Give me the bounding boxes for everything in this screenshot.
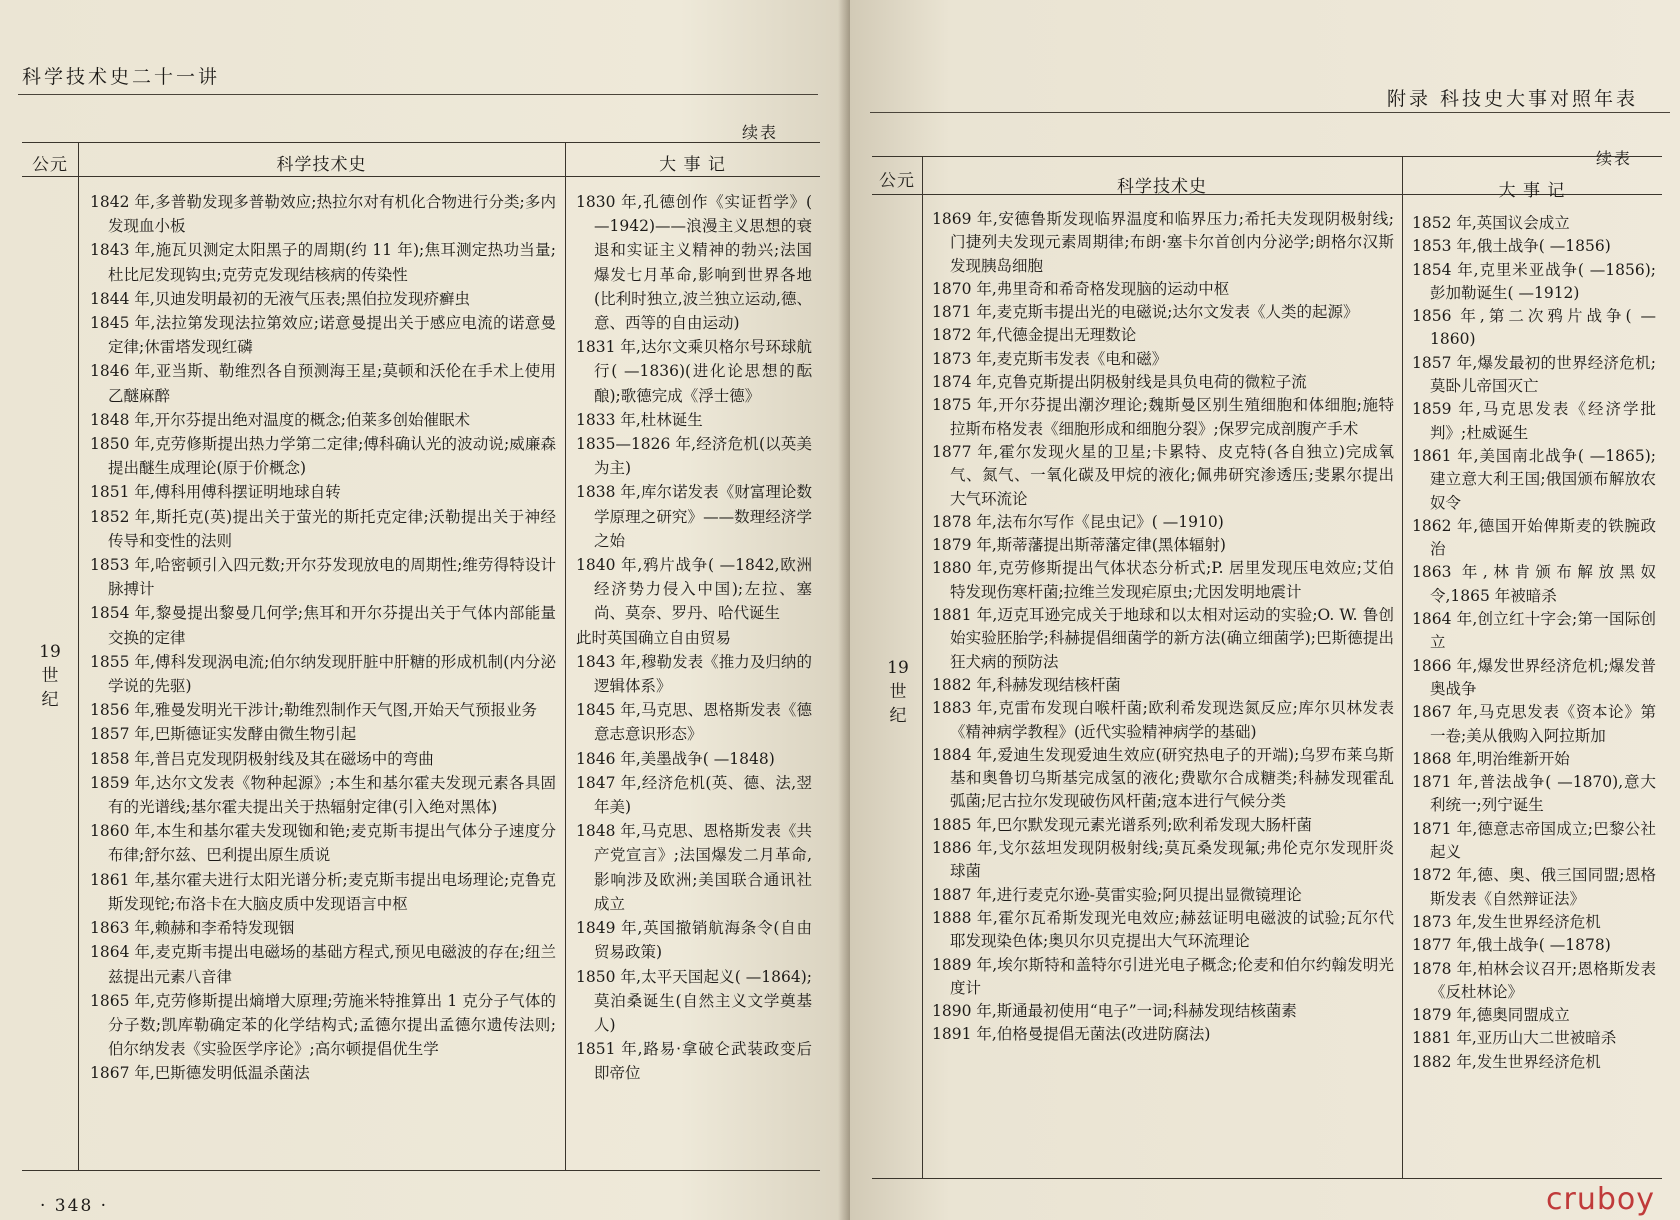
left-col-header-events: 大 事 记 bbox=[659, 155, 726, 175]
table-entry: 1857 年,爆发最初的世界经济危机;莫卧儿帝国灭亡 bbox=[1412, 353, 1656, 396]
table-entry: 1851 年,傅科用傅科摆证明地球自转 bbox=[90, 483, 341, 502]
right-table-divider-2 bbox=[1402, 156, 1403, 1178]
right-table-divider-1 bbox=[922, 156, 923, 1178]
table-entry: 1887 年,进行麦克尔逊-莫雷实验;阿贝提出显微镜理论 bbox=[932, 885, 1302, 904]
table-entry: 1889 年,埃尔斯特和盖特尔引进光电子概念;伦麦和伯尔约翰发明光度计 bbox=[932, 955, 1394, 997]
table-entry: 1882 年,科赫发现结核杆菌 bbox=[932, 675, 1121, 694]
table-entry: 1865 年,克劳修斯提出熵增大原理;劳施米特推算出 1 克分子气体的分子数;凯库勒确定苯的化学结构式;孟德尔提出孟德尔遗传法则;伯尔纳发表《实验医学序论》;高尔顿提倡优生学 bbox=[90, 991, 556, 1059]
table-entry: 1850 年,太平天国起义( —1864);莫泊桑诞生(自然主义文学奠基人) bbox=[576, 967, 812, 1034]
table-entry: 1869 年,安德鲁斯发现临界温度和临界压力;希托夫发现阴极射线;门捷列夫发现元素周期律;布朗·塞卡尔首创内分泌学;朗格尔汉斯发现胰岛细胞 bbox=[932, 210, 1394, 275]
table-entry: 1873 年,发生世界经济危机 bbox=[1412, 912, 1601, 931]
century-label-char: 世 bbox=[889, 682, 907, 702]
century-label-char: 纪 bbox=[41, 690, 59, 710]
right-continued-label: 续表 bbox=[1596, 149, 1633, 168]
table-entry: 1855 年,傅科发现涡电流;伯尔纳发现肝脏中肝糖的形成机制(内分泌学说的先驱) bbox=[90, 652, 556, 696]
table-entry: 1854 年,黎曼提出黎曼几何学;焦耳和开尔芬提出关于气体内部能量交换的定律 bbox=[90, 604, 556, 647]
table-entry: 1848 年,马克思、恩格斯发表《共产党宣言》;法国爆发二月革命,影响涉及欧洲;美国联合通讯社成立 bbox=[576, 822, 812, 913]
table-entry: 1853 年,俄土战争( —1856) bbox=[1412, 237, 1611, 256]
left-col-header-science: 科学技术史 bbox=[276, 155, 367, 175]
table-entry: 1868 年,明治维新开始 bbox=[1412, 749, 1570, 768]
left-science-list bbox=[90, 190, 556, 1086]
table-entry: 此时英国确立自由贸易 bbox=[576, 628, 732, 647]
table-entry: 1885 年,巴尔默发现元素光谱系列;欧利希发现大肠杆菌 bbox=[932, 815, 1313, 834]
table-entry: 1838 年,库尔诺发表《财富理论数学原理之研究》——数理经济学之始 bbox=[576, 483, 812, 550]
table-entry: 1866 年,爆发世界经济危机;爆发普奥战争 bbox=[1412, 656, 1656, 698]
table-entry: 1847 年,经济危机(英、德、法,翌年美) bbox=[576, 773, 812, 817]
table-entry: 1883 年,克雷布发现白喉杆菌;欧利希发现迭氮反应;库尔贝林发表《精神病学教程》(近代实验精神病学的基础) bbox=[932, 699, 1394, 741]
table-entry: 1862 年,德国开始俾斯麦的铁腕政治 bbox=[1412, 516, 1656, 559]
table-entry: 1879 年,德奥同盟成立 bbox=[1412, 1006, 1570, 1025]
table-entry: 1871 年,德意志帝国成立;巴黎公社起义 bbox=[1412, 819, 1656, 862]
table-entry: 1881 年,亚历山大二世被暗杀 bbox=[1412, 1029, 1617, 1048]
table-entry: 1861 年,基尔霍夫进行太阳光谱分析;麦克斯韦提出电场理论;克鲁克斯发现铊;布洛卡在大脑皮质中发现语言中枢 bbox=[90, 870, 556, 913]
left-page-number: · 348 · bbox=[40, 1196, 109, 1216]
watermark-logo: cruboy bbox=[1546, 1182, 1655, 1217]
table-entry: 1861 年,美国南北战争( —1865);建立意大利王国;俄国颁布解放农奴令 bbox=[1412, 446, 1656, 512]
table-entry: 1835—1826 年,经济危机(以英美为主) bbox=[576, 435, 812, 478]
table-entry: 1845 年,马克思、恩格斯发表《德意志意识形态》 bbox=[576, 701, 812, 744]
table-entry: 1874 年,克鲁克斯提出阴极射线是具负电荷的微粒子流 bbox=[932, 373, 1307, 392]
table-entry: 1890 年,斯通最初使用“电子”一词;科赫发现结核菌素 bbox=[932, 1002, 1297, 1021]
right-col-header-events: 大 事 记 bbox=[1498, 181, 1566, 201]
left-col-header-year: 公元 bbox=[32, 155, 68, 175]
table-entry: 1840 年,鸦片战争( —1842,欧洲经济势力侵入中国);左拉、塞尚、莫奈、罗丹、哈代诞生 bbox=[576, 556, 812, 623]
table-entry: 1886 年,戈尔兹坦发现阴极射线;莫瓦桑发现氟;弗伦克尔发现肝炎球菌 bbox=[932, 839, 1394, 881]
table-entry: 1859 年,马克思发表《经济学批判》;杜威诞生 bbox=[1412, 400, 1656, 442]
left-events-list bbox=[576, 190, 812, 1086]
table-entry: 1891 年,伯格曼提倡无菌法(改进防腐法) bbox=[932, 1025, 1211, 1044]
table-entry: 1843 年,穆勒发表《推力及归纳的逻辑体系》 bbox=[576, 652, 812, 696]
table-entry: 1882 年,发生世界经济危机 bbox=[1412, 1052, 1601, 1071]
right-science-list bbox=[932, 208, 1394, 1047]
table-entry: 1857 年,巴斯德证实发酵由微生物引起 bbox=[90, 725, 357, 744]
left-table-top-border bbox=[22, 142, 820, 143]
table-entry: 1867 年,马克思发表《资本论》第一卷;美从俄购入阿拉斯加 bbox=[1412, 703, 1656, 745]
table-entry: 1843 年,施瓦贝测定太阳黑子的周期(约 11 年);焦耳测定热功当量;杜比尼发现钩虫;克劳克发现结核病的传染性 bbox=[90, 241, 556, 284]
table-entry: 1851 年,路易·拿破仑武装政变后即帝位 bbox=[576, 1040, 812, 1083]
table-entry: 1877 年,霍尔发现火星的卫星;卡累特、皮克特(各自独立)完成氧气、氮气、一氧化碳及甲烷的液化;佩弗研究渗透压;斐累尔提出大气环流论 bbox=[932, 442, 1394, 508]
table-entry: 1884 年,爱迪生发现爱迪生效应(研究热电子的开端);乌罗布莱乌斯基和奥鲁切乌斯基完成氢的液化;费歇尔合成糖类;科赫发现霍乱弧菌;尼古拉尔发现破伤风杆菌;寇本进行气候分类 bbox=[932, 745, 1394, 811]
table-entry: 1849 年,英国撤销航海条令(自由贸易政策) bbox=[576, 919, 812, 962]
left-table-divider-2 bbox=[565, 142, 566, 1170]
table-entry: 1854 年,克里米亚战争( —1856);彭加勒诞生( —1912) bbox=[1412, 260, 1656, 302]
left-table-bottom-border bbox=[22, 1170, 820, 1171]
table-entry: 1875 年,开尔芬提出潮汐理论;魏斯曼区别生殖细胞和体细胞;施特拉斯布格发表《细胞形成和细胞分裂》;保罗完成剖腹产手术 bbox=[932, 396, 1394, 438]
table-entry: 1872 年,代德金提出无理数论 bbox=[932, 326, 1137, 345]
table-entry: 1872 年,德、奥、俄三国同盟;恩格斯发表《自然辩证法》 bbox=[1412, 866, 1656, 908]
table-entry: 1863 年,赖赫和李希特发现铟 bbox=[90, 919, 295, 938]
table-entry: 1856 年,第二次鸦片战争( —1860) bbox=[1412, 307, 1656, 349]
table-entry: 1879 年,斯蒂藩提出斯蒂藩定律(黑体辐射) bbox=[932, 536, 1226, 555]
table-entry: 1860 年,本生和基尔霍夫发现铷和铯;麦克斯韦提出气体分子速度分布律;舒尔兹、巴利提出原生质说 bbox=[90, 822, 556, 865]
left-continued-label: 续表 bbox=[742, 123, 779, 142]
century-label-char: 世 bbox=[41, 666, 59, 686]
century-label-char: 纪 bbox=[889, 706, 907, 726]
table-entry: 1878 年,柏林会议召开;恩格斯发表《反杜林论》 bbox=[1412, 959, 1656, 1001]
table-entry: 1859 年,达尔文发表《物种起源》;本生和基尔霍夫发现元素各具固有的光谱线;基尔霍夫提出关于热辐射定律(引入绝对黑体) bbox=[90, 773, 556, 817]
table-entry: 1853 年,哈密顿引入四元数;开尔芬发现放电的周期性;维劳得特设计脉搏计 bbox=[90, 556, 556, 599]
left-running-header: 科学技术史二十一讲 bbox=[22, 66, 221, 88]
right-col-header-year: 公元 bbox=[879, 171, 915, 191]
table-entry: 1846 年,亚当斯、勒维烈各自预测海王星;莫顿和沃伦在手术上使用乙醚麻醉 bbox=[90, 362, 556, 405]
table-entry: 1831 年,达尔文乘贝格尔号环球航行( —1836)(进化论思想的酝酿);歌德完成《浮士德》 bbox=[576, 338, 812, 405]
table-entry: 1844 年,贝迪发明最初的无液气压表;黑伯拉发现疥癣虫 bbox=[90, 289, 471, 308]
left-century-label bbox=[30, 640, 70, 712]
table-entry: 1880 年,克劳修斯提出气体状态分析式;P. 居里发现压电效应;艾伯特发现伤寒杆菌;拉维兰发现疟原虫;尤因发明地震计 bbox=[932, 559, 1394, 601]
table-entry: 1850 年,克劳修斯提出热力学第二定律;傅科确认光的波动说;威廉森提出醚生成理论(原于价概念) bbox=[90, 435, 556, 478]
right-century-label bbox=[878, 656, 918, 728]
table-entry: 1881 年,迈克耳逊完成关于地球和以太相对运动的实验;O. W. 鲁创始实验胚胎学;科赫提倡细菌学的新方法(确立细菌学);巴斯德提出狂犬病的预防法 bbox=[932, 606, 1394, 671]
table-entry: 1852 年,斯托克(英)提出关于萤光的斯托克定律;沃勒提出关于神经传导和变性的法则 bbox=[90, 507, 556, 550]
table-entry: 1848 年,开尔芬提出绝对温度的概念;伯莱多创始催眠术 bbox=[90, 410, 471, 429]
table-entry: 1871 年,麦克斯韦提出光的电磁说;达尔文发表《人类的起源》 bbox=[932, 303, 1359, 322]
table-entry: 1863 年,林肯颁布解放黑奴令,1865 年被暗杀 bbox=[1412, 563, 1656, 605]
table-entry: 1858 年,普吕克发现阴极射线及其在磁场中的弯曲 bbox=[90, 749, 434, 768]
right-table bbox=[850, 0, 1680, 1220]
right-page bbox=[850, 0, 1680, 1220]
table-entry: 1864 年,麦克斯韦提出电磁场的基础方程式,预见电磁波的存在;纽兰兹提出元素八音律 bbox=[90, 943, 556, 986]
century-label-number: 19 bbox=[887, 658, 909, 678]
right-events-list bbox=[1412, 212, 1656, 1074]
left-table-header-border bbox=[22, 176, 820, 177]
table-entry: 1845 年,法拉第发现法拉第效应;诺意曼提出关于感应电流的诺意曼定律;休雷塔发现红磷 bbox=[90, 314, 556, 357]
table-entry: 1852 年,英国议会成立 bbox=[1412, 214, 1570, 232]
right-table-bottom-border bbox=[872, 1178, 1662, 1179]
left-table-divider-1 bbox=[78, 142, 79, 1170]
table-entry: 1846 年,美墨战争( —1848) bbox=[576, 749, 775, 768]
table-entry: 1856 年,雅曼发明光干涉计;勒维烈制作天气图,开始天气预报业务 bbox=[90, 701, 537, 720]
table-entry: 1873 年,麦克斯韦发表《电和磁》 bbox=[932, 349, 1168, 368]
table-entry: 1878 年,法布尔写作《昆虫记》( —1910) bbox=[932, 512, 1224, 531]
right-table-top-border bbox=[872, 156, 1662, 157]
table-entry: 1870 年,弗里奇和希奇格发现脑的运动中枢 bbox=[932, 279, 1230, 298]
table-entry: 1833 年,杜林诞生 bbox=[576, 410, 703, 429]
table-entry: 1864 年,创立红十字会;第一国际创立 bbox=[1412, 610, 1656, 652]
table-entry: 1871 年,普法战争( —1870),意大利统一;列宁诞生 bbox=[1412, 773, 1656, 815]
right-col-header-science: 科学技术史 bbox=[1117, 177, 1207, 197]
century-label-number: 19 bbox=[39, 642, 61, 662]
table-entry: 1888 年,霍尔瓦希斯发现光电效应;赫兹证明电磁波的试验;瓦尔代耶发现染色体;奥贝尔贝克提出大气环流理论 bbox=[932, 908, 1394, 951]
right-running-header: 附录 科技史大事对照年表 bbox=[1387, 88, 1639, 110]
table-entry: 1830 年,孔德创作《实证哲学》( —1942)——浪漫主义思想的衰退和实证主义精神的勃兴;法国爆发七月革命,影响到世界各地(比利时独立,波兰独立运动,德、意、西等的自由运动) bbox=[576, 193, 812, 333]
table-entry: 1877 年,俄土战争( —1878) bbox=[1412, 936, 1611, 955]
table-entry: 1867 年,巴斯德发明低温杀菌法 bbox=[90, 1064, 310, 1083]
table-entry: 1842 年,多普勒发现多普勒效应;热拉尔对有机化合物进行分类;多内发现血小板 bbox=[90, 193, 556, 236]
